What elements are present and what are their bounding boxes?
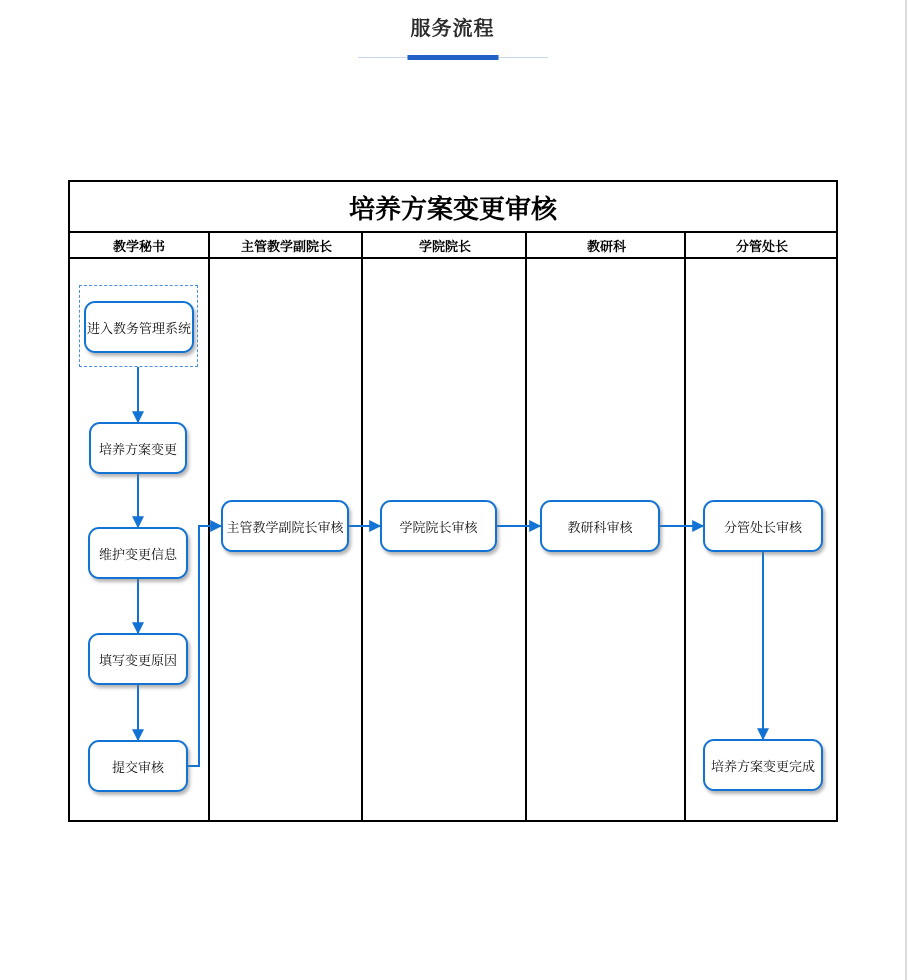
lane-header-1: 教学秘书 xyxy=(112,238,165,254)
flow-node-submit-review: 提交审核 xyxy=(88,740,188,792)
flow-node-change-complete: 培养方案变更完成 xyxy=(703,739,823,791)
flowchart-swimlane-diagram xyxy=(68,180,838,822)
page-header xyxy=(0,14,905,61)
flow-connectors xyxy=(138,367,763,766)
connector-submit-review-to-vice-dean-review xyxy=(188,526,221,766)
flow-node-fill-reason: 填写变更原因 xyxy=(88,633,188,685)
underline-accent-bar xyxy=(407,55,498,60)
flow-node-vice-dean-review: 主管教学副院长审核 xyxy=(221,500,349,552)
flow-node-research-review: 教研科审核 xyxy=(540,500,660,552)
flow-node-enter-system: 进入教务管理系统 xyxy=(84,301,194,353)
flow-node-maintain-info: 维护变更信息 xyxy=(88,527,188,579)
lane-header-2: 主管教学副院长 xyxy=(240,238,332,254)
lane-header-5: 分管处长 xyxy=(735,238,788,254)
lane-header-3: 学院院长 xyxy=(418,238,471,254)
flowchart-title: 培养方案变更审核 xyxy=(348,193,557,224)
page-title: 服务流程 xyxy=(410,18,495,40)
flow-node-dean-review: 学院院长审核 xyxy=(380,500,497,552)
flow-node-plan-change: 培养方案变更 xyxy=(89,422,187,474)
page-right-edge-divider xyxy=(905,0,907,980)
lane-header-4: 教研科 xyxy=(586,238,626,254)
flow-node-director-review: 分管处长审核 xyxy=(703,500,823,552)
title-underline-decoration xyxy=(358,54,548,61)
